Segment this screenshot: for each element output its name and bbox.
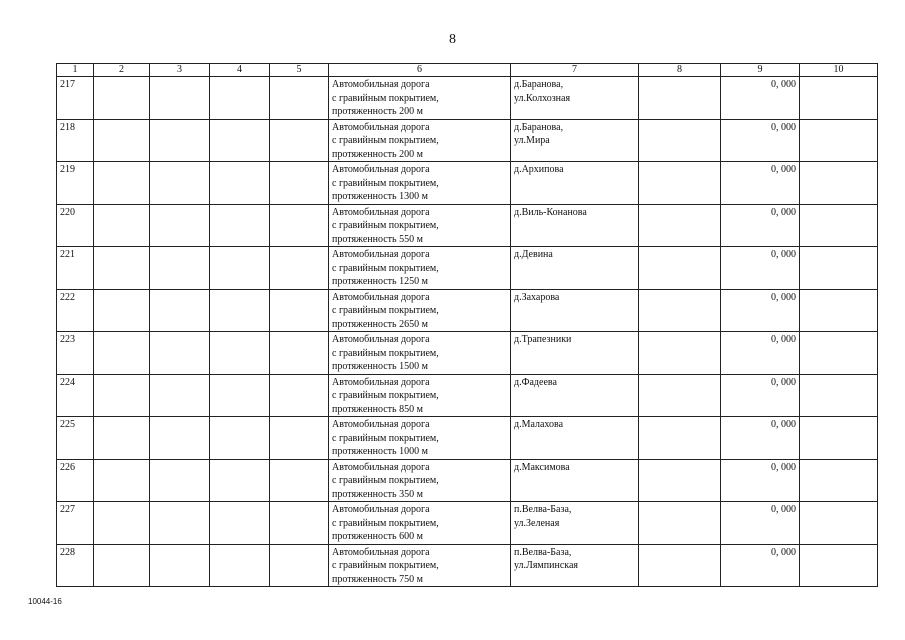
empty-cell <box>150 162 210 205</box>
row-number-cell: 223 <box>57 332 94 375</box>
address-cell <box>511 204 639 247</box>
table-row <box>57 77 878 120</box>
description-line: с гравийным покрытием, <box>332 262 439 274</box>
table-row <box>57 332 878 375</box>
empty-cell <box>270 374 329 417</box>
empty-cell <box>210 289 270 332</box>
empty-cell <box>270 332 329 375</box>
description-line: Автомобильная дорога <box>332 249 430 260</box>
row-number-cell: 226 <box>57 459 94 502</box>
address-line: п.Велва-База, <box>514 546 572 558</box>
description-cell <box>329 289 511 332</box>
description-line: протяженность 1500 м <box>332 361 428 372</box>
empty-cell <box>270 544 329 587</box>
value-cell: 0, 000 <box>721 289 800 332</box>
col-header: 6 <box>329 64 511 77</box>
registry-table <box>56 63 878 587</box>
description-line: протяженность 850 м <box>332 403 423 415</box>
value-cell: 0, 000 <box>721 119 800 162</box>
description-line: с гравийным покрытием, <box>332 347 439 359</box>
empty-cell <box>94 247 150 290</box>
value-cell: 0, 000 <box>721 374 800 417</box>
table-row <box>57 502 878 545</box>
description-line: с гравийным покрытием, <box>332 220 439 231</box>
empty-cell <box>800 332 878 375</box>
address-line: д.Баранова, <box>514 121 564 133</box>
value-cell: 0, 000 <box>721 77 800 120</box>
description-line: протяженность 1000 м <box>332 446 428 457</box>
address-line: д.Максимова <box>514 461 570 473</box>
address-line: д.Захарова <box>514 291 560 303</box>
empty-cell <box>639 544 721 587</box>
empty-cell <box>150 289 210 332</box>
description-line: с гравийным покрытием, <box>332 305 439 316</box>
empty-cell <box>150 502 210 545</box>
empty-cell <box>210 417 270 460</box>
description-line: протяженность 2650 м <box>332 318 428 330</box>
description-line: протяженность 200 м <box>332 148 423 160</box>
empty-cell <box>210 162 270 205</box>
col-header: 7 <box>511 64 639 77</box>
empty-cell <box>210 247 270 290</box>
table-row <box>57 204 878 247</box>
description-line: с гравийным покрытием, <box>332 475 439 486</box>
description-line: с гравийным покрытием, <box>332 135 439 146</box>
col-header: 5 <box>270 64 329 77</box>
description-line: Автомобильная дорога <box>332 376 430 388</box>
empty-cell <box>210 544 270 587</box>
description-cell <box>329 162 511 205</box>
empty-cell <box>639 119 721 162</box>
description-line: Автомобильная дорога <box>332 291 430 303</box>
value-cell: 0, 000 <box>721 204 800 247</box>
empty-cell <box>150 204 210 247</box>
address-cell <box>511 502 639 545</box>
page-number: 8 <box>449 32 456 47</box>
empty-cell <box>150 417 210 460</box>
empty-cell <box>639 77 721 120</box>
table-row <box>57 459 878 502</box>
description-line: с гравийным покрытием, <box>332 92 439 104</box>
address-line: д.Малахова <box>514 419 564 430</box>
empty-cell <box>150 374 210 417</box>
description-line: Автомобильная дорога <box>332 419 430 430</box>
empty-cell <box>270 119 329 162</box>
description-line: протяженность 550 м <box>332 233 423 245</box>
address-line: д.Виль-Конанова <box>514 206 587 218</box>
empty-cell <box>210 204 270 247</box>
row-number-cell: 225 <box>57 417 94 460</box>
row-number-cell: 220 <box>57 204 94 247</box>
empty-cell <box>800 374 878 417</box>
document-code: 10044-16 <box>28 597 62 606</box>
value-cell: 0, 000 <box>721 502 800 545</box>
empty-cell <box>150 544 210 587</box>
table-row <box>57 289 878 332</box>
empty-cell <box>800 247 878 290</box>
table-row <box>57 417 878 460</box>
row-number-cell: 219 <box>57 162 94 205</box>
description-cell <box>329 417 511 460</box>
empty-cell <box>270 77 329 120</box>
empty-cell <box>800 77 878 120</box>
empty-cell <box>270 459 329 502</box>
address-line: д.Архипова <box>514 164 564 175</box>
description-line: протяженность 1300 м <box>332 191 428 202</box>
row-number-cell: 218 <box>57 119 94 162</box>
description-line: Автомобильная дорога <box>332 504 430 515</box>
empty-cell <box>800 502 878 545</box>
empty-cell <box>800 162 878 205</box>
empty-cell <box>639 247 721 290</box>
address-line: ул.Колхозная <box>514 92 571 104</box>
description-line: с гравийным покрытием, <box>332 390 439 401</box>
empty-cell <box>800 417 878 460</box>
col-header: 9 <box>721 64 800 77</box>
address-line: д.Трапезники <box>514 334 572 345</box>
empty-cell <box>800 119 878 162</box>
col-header: 2 <box>94 64 150 77</box>
row-number-cell: 227 <box>57 502 94 545</box>
address-line: д.Баранова, <box>514 79 564 90</box>
empty-cell <box>270 289 329 332</box>
description-line: Автомобильная дорога <box>332 334 430 345</box>
empty-cell <box>94 119 150 162</box>
empty-cell <box>270 247 329 290</box>
description-line: с гравийным покрытием, <box>332 517 439 529</box>
description-line: протяженность 350 м <box>332 488 423 500</box>
empty-cell <box>639 417 721 460</box>
value-cell: 0, 000 <box>721 332 800 375</box>
empty-cell <box>800 459 878 502</box>
table-row <box>57 374 878 417</box>
value-cell: 0, 000 <box>721 459 800 502</box>
empty-cell <box>270 204 329 247</box>
empty-cell <box>639 502 721 545</box>
description-cell <box>329 332 511 375</box>
empty-cell <box>150 77 210 120</box>
empty-cell <box>639 204 721 247</box>
address-cell <box>511 162 639 205</box>
description-cell <box>329 459 511 502</box>
empty-cell <box>94 374 150 417</box>
empty-cell <box>210 459 270 502</box>
empty-cell <box>150 119 210 162</box>
description-cell <box>329 502 511 545</box>
address-line: п.Велва-База, <box>514 504 572 515</box>
address-cell <box>511 374 639 417</box>
col-header: 3 <box>150 64 210 77</box>
description-cell <box>329 119 511 162</box>
empty-cell <box>94 332 150 375</box>
address-cell <box>511 77 639 120</box>
empty-cell <box>94 162 150 205</box>
empty-cell <box>639 289 721 332</box>
description-line: с гравийным покрытием, <box>332 177 439 189</box>
row-number-cell: 222 <box>57 289 94 332</box>
empty-cell <box>94 204 150 247</box>
table-row <box>57 119 878 162</box>
description-cell <box>329 374 511 417</box>
table-body <box>57 77 878 587</box>
empty-cell <box>94 289 150 332</box>
row-number-cell: 224 <box>57 374 94 417</box>
address-line: ул.Зеленая <box>514 517 560 529</box>
empty-cell <box>639 332 721 375</box>
description-line: Автомобильная дорога <box>332 461 430 473</box>
col-header: 10 <box>800 64 878 77</box>
address-line: ул.Мира <box>514 135 550 146</box>
empty-cell <box>270 417 329 460</box>
address-cell <box>511 119 639 162</box>
description-cell <box>329 247 511 290</box>
empty-cell <box>150 459 210 502</box>
table-row <box>57 544 878 587</box>
empty-cell <box>210 332 270 375</box>
description-line: Автомобильная дорога <box>332 546 430 558</box>
row-number-cell: 221 <box>57 247 94 290</box>
address-line: д.Девина <box>514 249 553 260</box>
empty-cell <box>270 162 329 205</box>
col-header: 1 <box>57 64 94 77</box>
address-cell <box>511 417 639 460</box>
address-line: д.Фадеева <box>514 376 557 388</box>
description-line: Автомобильная дорога <box>332 121 430 133</box>
empty-cell <box>270 502 329 545</box>
empty-cell <box>210 119 270 162</box>
description-line: Автомобильная дорога <box>332 206 430 218</box>
address-cell <box>511 332 639 375</box>
address-line: ул.Лямпинская <box>514 560 578 571</box>
empty-cell <box>639 162 721 205</box>
empty-cell <box>800 204 878 247</box>
description-cell <box>329 204 511 247</box>
empty-cell <box>639 459 721 502</box>
value-cell: 0, 000 <box>721 544 800 587</box>
empty-cell <box>639 374 721 417</box>
address-cell <box>511 459 639 502</box>
empty-cell <box>150 332 210 375</box>
empty-cell <box>94 417 150 460</box>
address-cell <box>511 289 639 332</box>
empty-cell <box>210 77 270 120</box>
row-number-cell: 228 <box>57 544 94 587</box>
value-cell: 0, 000 <box>721 417 800 460</box>
empty-cell <box>210 374 270 417</box>
description-cell <box>329 544 511 587</box>
table-row <box>57 247 878 290</box>
address-cell <box>511 544 639 587</box>
col-header: 4 <box>210 64 270 77</box>
description-line: Автомобильная дорога <box>332 164 430 175</box>
address-cell <box>511 247 639 290</box>
row-number-cell: 217 <box>57 77 94 120</box>
description-line: протяженность 200 м <box>332 106 423 117</box>
empty-cell <box>94 459 150 502</box>
header-row <box>57 64 878 77</box>
value-cell: 0, 000 <box>721 247 800 290</box>
empty-cell <box>800 289 878 332</box>
description-line: с гравийным покрытием, <box>332 560 439 571</box>
description-line: протяженность 1250 м <box>332 276 428 287</box>
empty-cell <box>94 544 150 587</box>
description-line: с гравийным покрытием, <box>332 432 439 444</box>
empty-cell <box>94 77 150 120</box>
col-header: 8 <box>639 64 721 77</box>
description-line: протяженность 750 м <box>332 573 423 585</box>
empty-cell <box>150 247 210 290</box>
empty-cell <box>800 544 878 587</box>
description-line: Автомобильная дорога <box>332 79 430 90</box>
empty-cell <box>94 502 150 545</box>
description-cell <box>329 77 511 120</box>
description-line: протяженность 600 м <box>332 531 423 542</box>
value-cell: 0, 000 <box>721 162 800 205</box>
table-row <box>57 162 878 205</box>
empty-cell <box>210 502 270 545</box>
